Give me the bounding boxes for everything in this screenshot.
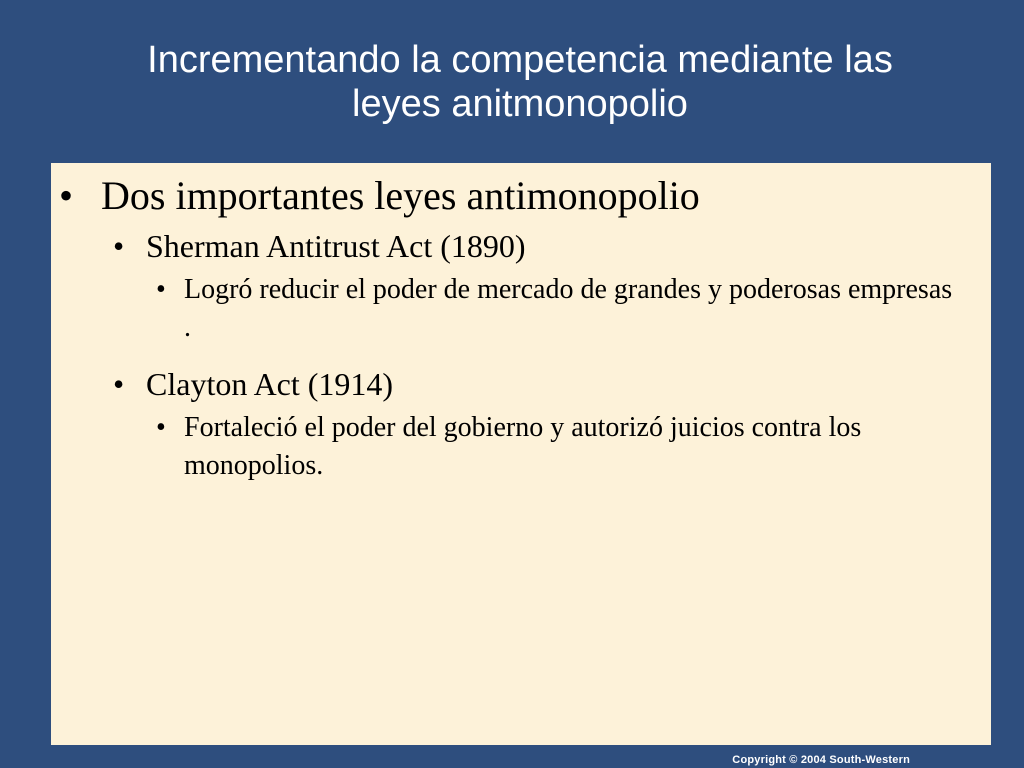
content-panel <box>51 163 991 745</box>
law-details <box>146 271 1021 347</box>
bullet-dot-icon: • <box>113 228 125 264</box>
bullet-dot-icon: • <box>59 173 74 218</box>
law-detail <box>156 271 954 347</box>
bullet-dot-icon: • <box>113 366 125 402</box>
copyright-notice: Copyright © 2004 South-Western <box>732 754 910 766</box>
law-name: Clayton Act (1914) <box>146 366 394 402</box>
slide-title-line-1: Incrementando la competencia mediante las <box>147 39 893 81</box>
law-detail <box>156 409 954 485</box>
main-bullet <box>59 173 1021 485</box>
bullet-dot-icon: • <box>156 274 166 305</box>
law-details <box>146 409 1021 485</box>
slide-title <box>40 38 1000 126</box>
slide-title-line-2: leyes anitmonopolio <box>352 83 688 125</box>
law-item-clayton <box>113 365 1021 485</box>
bullet-dot-icon: • <box>156 412 166 443</box>
law-detail-text: Fortaleció el poder del gobierno y autorizó juicios contra los monopolios. <box>184 412 862 481</box>
law-detail-text: Logró reducir el poder de mercado de grandes y poderosas empresas . <box>184 274 953 343</box>
bullet-list <box>51 163 991 481</box>
law-name: Sherman Antitrust Act (1890) <box>146 228 526 264</box>
main-bullet-text: Dos importantes leyes antimonopolio <box>101 173 700 218</box>
law-item-sherman <box>113 227 1021 347</box>
laws-list <box>101 227 1021 485</box>
